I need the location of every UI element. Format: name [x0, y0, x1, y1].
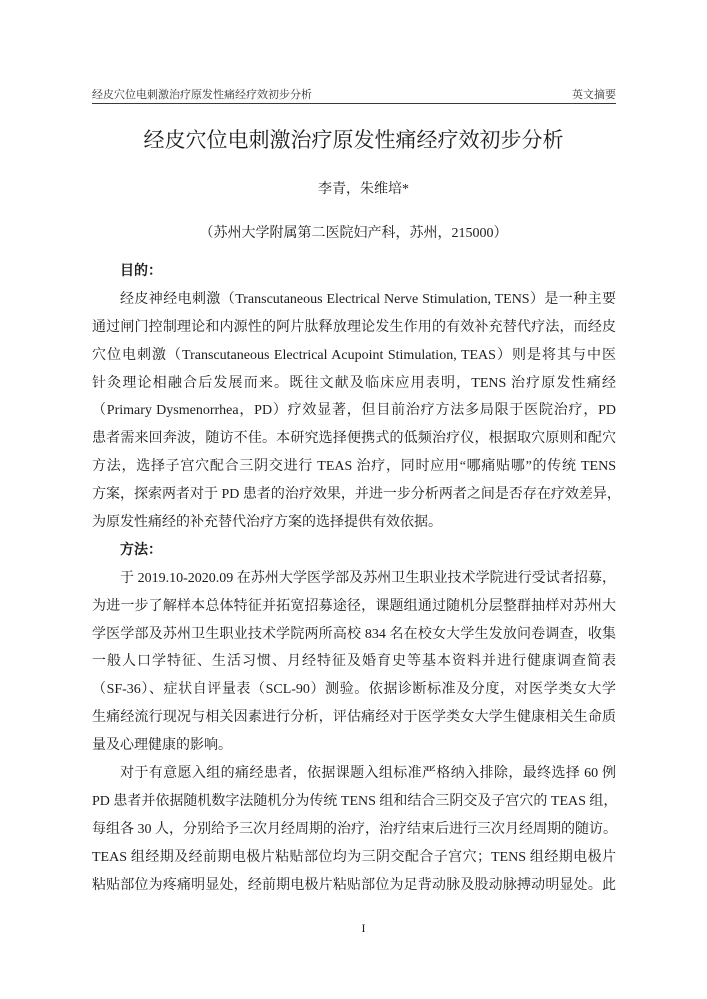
section-heading-methods: 方法： — [120, 542, 162, 558]
paragraph-line: 一般人口学特征、生活习惯、月经特征及婚育史等基本资料并进行健康调查简表 — [92, 654, 616, 670]
paragraph-line: 针灸理论相融合后发展而来。既往文献及临床应用表明，TENS 治疗原发性痛经 — [92, 375, 616, 391]
header-section-label: 英文摘要 — [572, 89, 616, 101]
paragraph-line: TEAS 组经期及经前期电极片粘贴部位均为三阴交配合子宫穴；TENS 组经期电极片 — [92, 849, 616, 865]
section-heading-purpose: 目的： — [120, 264, 162, 279]
page-number: I — [361, 921, 366, 935]
abstract-body — [92, 258, 621, 899]
paragraph-line: 于 2019.10-2020.09 在苏州大学医学部及苏州卫生职业技术学院进行受试者招募， — [120, 570, 616, 586]
paragraph-line: 对于有意愿入组的痛经患者，依据课题入组标准严格纳入排除，最终选择 60 例 — [120, 766, 616, 782]
paragraph-line: 穴位电刺激（Transcutaneous Electrical Acupoint Stimulation, TEAS）则是将其与中医 — [92, 347, 616, 363]
paragraph-line: （SF-36）、症状自评量表（SCL-90）测验。依据诊断标准及分度，对医学类女大学 — [92, 682, 616, 698]
purpose-paragraph — [92, 286, 621, 537]
methods-paragraph — [92, 760, 616, 899]
author-list: 李青，朱维培* — [318, 182, 409, 197]
paragraph-line: PD 患者并依据随机数字法随机分为传统 TENS 组和结合三阴交及子宫穴的 TEAS 组， — [92, 793, 618, 809]
paragraph-line: 经皮神经电刺激（Transcutaneous Electrical Nerve Stimulation, TENS）是一种主要 — [120, 291, 616, 307]
paragraph-line: 量及心理健康的影响。 — [92, 738, 232, 754]
paragraph-line: 方法，选择子宫穴配合三阴交进行 TEAS 治疗，同时应用“哪痛贴哪”的传统 TENS — [92, 459, 616, 475]
paragraph-line: 粘贴部位为疼痛明显处，经前期电极片粘贴部位为足背动脉及股动脉搏动明显处。此 — [92, 877, 616, 893]
paragraph-line: 每组各 30 人，分别给予三次月经周期的治疗，治疗结束后进行三次月经周期的随访。 — [92, 821, 617, 837]
paragraph-line: （Primary Dysmenorrhea，PD）疗效显著，但目前治疗方法多局限于医院治疗，PD — [92, 403, 616, 419]
document-title: 经皮穴位电刺激治疗原发性痛经疗效初步分析 — [143, 128, 564, 152]
paragraph-line: 生痛经流行现况与相关因素进行分析，评估痛经对于医学类女大学生健康相关生命质 — [92, 710, 616, 726]
running-title: 经皮穴位电刺激治疗原发性痛经疗效初步分析 — [92, 89, 312, 101]
paragraph-line: 患者需来回奔波，随访不佳。本研究选择便携式的低频治疗仪，根据取穴原则和配穴 — [92, 431, 616, 447]
methods-paragraph — [92, 565, 616, 760]
paragraph-line: 学医学部及苏州卫生职业技术学院两所高校 834 名在校女大学生发放问卷调查，收集 — [92, 626, 616, 642]
paragraph-line: 通过闸门控制理论和内源性的阿片肽释放理论发生作用的有效补充替代疗法，而经皮 — [92, 319, 616, 335]
running-header — [92, 88, 616, 104]
author-affiliation: （苏州大学附属第二医院妇产科，苏州，215000） — [199, 226, 508, 241]
paragraph-line: 为进一步了解样本总体特征并拓宽招募途径，课题组通过随机分层整群抽样对苏州大 — [92, 598, 616, 614]
paragraph-line: 方案，探索两者对于 PD 患者的治疗效果，并进一步分析两者之间是否存在疗效差异， — [92, 487, 621, 503]
paragraph-line: 为原发性痛经的补充替代治疗方案的选择提供有效依据。 — [92, 515, 442, 531]
